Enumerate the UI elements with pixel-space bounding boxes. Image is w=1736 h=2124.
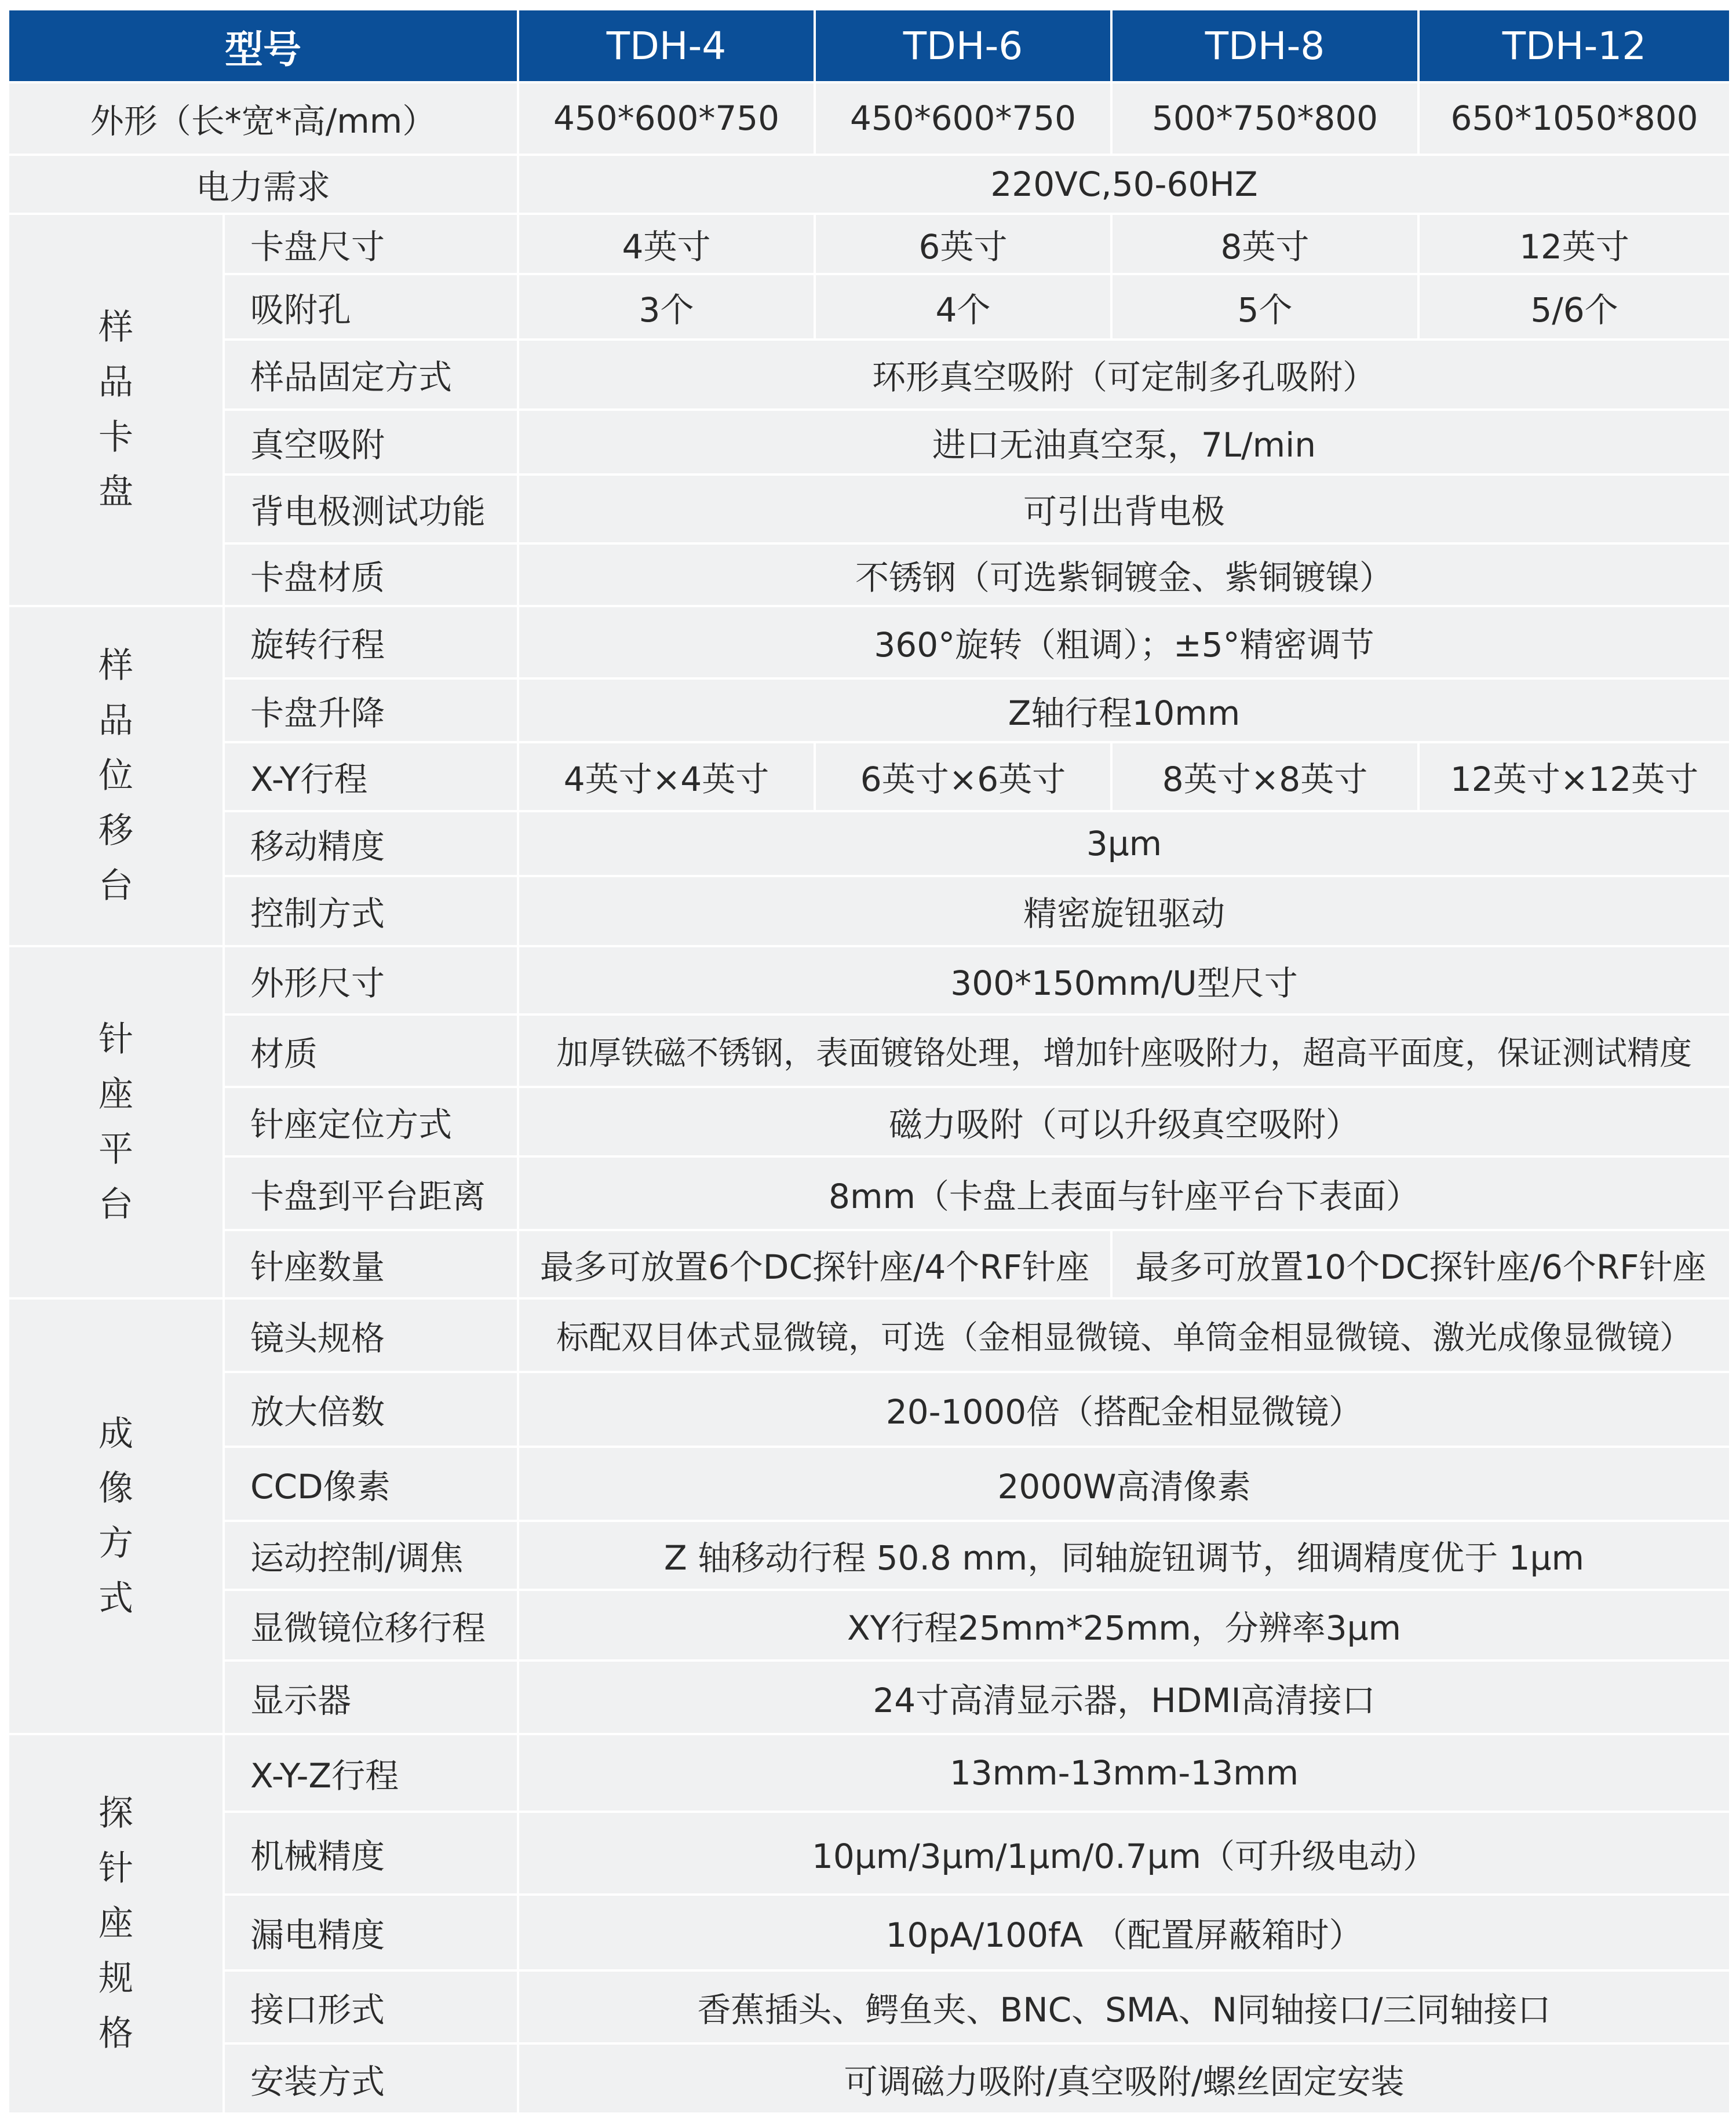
row-label: 材质: [224, 1014, 518, 1087]
row-label: X-Y-Z行程: [224, 1734, 518, 1812]
group-label-text: 样品卡盘: [99, 306, 133, 513]
spec-table: [7, 8, 1731, 2115]
table-row: [8, 1734, 1730, 1812]
cell-value: 6英寸×6英寸: [815, 742, 1111, 811]
row-label: 卡盘材质: [224, 543, 518, 606]
group-label: [8, 1298, 224, 1733]
cell-value: 12英寸: [1418, 214, 1730, 274]
row-label: 外形（长*宽*高/mm）: [8, 82, 518, 155]
cell-value: 5个: [1111, 274, 1418, 340]
cell-value: 10μm/3μm/1μm/0.7μm（可升级电动）: [518, 1812, 1730, 1895]
table-row: [8, 410, 1730, 475]
row-label: 真空吸附: [224, 410, 518, 475]
row-label: X-Y行程: [224, 742, 518, 811]
group-label-text: 成像方式: [99, 1413, 133, 1619]
cell-value: 2000W高清像素: [518, 1447, 1730, 1521]
cell-value: 可引出背电极: [518, 475, 1730, 543]
cell-value: 磁力吸附（可以升级真空吸附）: [518, 1087, 1730, 1157]
row-label: 运动控制/调焦: [224, 1521, 518, 1590]
table-row: [8, 946, 1730, 1015]
group-label: [8, 1734, 224, 2114]
row-label: 控制方式: [224, 876, 518, 946]
cell-value: 最多可放置10个DC探针座/6个RF针座: [1111, 1230, 1730, 1299]
table-row: [8, 543, 1730, 606]
model-column-header: TDH-4: [518, 9, 815, 82]
cell-value: 8mm（卡盘上表面与针座平台下表面）: [518, 1156, 1730, 1230]
table-row: [8, 1812, 1730, 1895]
header-row: [8, 9, 1730, 82]
cell-value: 6英寸: [815, 214, 1111, 274]
cell-value: 加厚铁磁不锈钢，表面镀铬处理，增加针座吸附力，超高平面度，保证测试精度: [518, 1014, 1730, 1087]
cell-value: 13mm-13mm-13mm: [518, 1734, 1730, 1812]
cell-value: 24寸高清显示器，HDMI高清接口: [518, 1660, 1730, 1734]
cell-value: 450*600*750: [518, 82, 815, 155]
table-row: [8, 475, 1730, 543]
cell-value: 220VC,50-60HZ: [518, 155, 1730, 214]
row-label: 吸附孔: [224, 274, 518, 340]
row-label: 针座定位方式: [224, 1087, 518, 1157]
table-row: [8, 1660, 1730, 1734]
cell-value: 500*750*800: [1111, 82, 1418, 155]
cell-value: 进口无油真空泵，7L/min: [518, 410, 1730, 475]
table-row: [8, 1372, 1730, 1447]
cell-value: 650*1050*800: [1418, 82, 1730, 155]
table-row: [8, 1230, 1730, 1299]
model-column-header: TDH-12: [1418, 9, 1730, 82]
group-label-text: 探针座规格: [99, 1793, 133, 2054]
row-label: 镜头规格: [224, 1298, 518, 1372]
row-label: 卡盘到平台距离: [224, 1156, 518, 1230]
table-row: [8, 1590, 1730, 1661]
group-label: [8, 606, 224, 946]
cell-value: 12英寸×12英寸: [1418, 742, 1730, 811]
cell-value: 4英寸: [518, 214, 815, 274]
table-row: [8, 1156, 1730, 1230]
cell-value: 450*600*750: [815, 82, 1111, 155]
row-label: 电力需求: [8, 155, 518, 214]
table-row: [8, 678, 1730, 743]
row-label: 背电极测试功能: [224, 475, 518, 543]
row-label: 漏电精度: [224, 1895, 518, 1970]
table-row: [8, 1895, 1730, 1970]
cell-value: 8英寸: [1111, 214, 1418, 274]
row-label: 卡盘尺寸: [224, 214, 518, 274]
row-label: 针座数量: [224, 1230, 518, 1299]
row-label: 外形尺寸: [224, 946, 518, 1015]
table-row: [8, 876, 1730, 946]
table-row: [8, 742, 1730, 811]
group-label-text: 针座平台: [99, 1019, 133, 1225]
model-column-header: TDH-8: [1111, 9, 1418, 82]
cell-value: 环形真空吸附（可定制多孔吸附）: [518, 340, 1730, 410]
model-column-header: TDH-6: [815, 9, 1111, 82]
cell-value: 最多可放置6个DC探针座/4个RF针座: [518, 1230, 1111, 1299]
table-row: [8, 811, 1730, 877]
row-label: 机械精度: [224, 1812, 518, 1895]
table-row: [8, 274, 1730, 340]
cell-value: 5/6个: [1418, 274, 1730, 340]
table-row: [8, 82, 1730, 155]
cell-value: Z轴行程10mm: [518, 678, 1730, 743]
table-row: [8, 1014, 1730, 1087]
cell-value: 3个: [518, 274, 815, 340]
row-label: 接口形式: [224, 1970, 518, 2044]
cell-value: 标配双目体式显微镜，可选（金相显微镜、单筒金相显微镜、激光成像显微镜）: [518, 1298, 1730, 1372]
table-row: [8, 214, 1730, 274]
row-label: 移动精度: [224, 811, 518, 877]
group-label-text: 样品位移台: [99, 645, 133, 906]
cell-value: 10pA/100fA （配置屏蔽箱时）: [518, 1895, 1730, 1970]
cell-value: 20-1000倍（搭配金相显微镜）: [518, 1372, 1730, 1447]
cell-value: 3μm: [518, 811, 1730, 877]
row-label: 卡盘升降: [224, 678, 518, 743]
row-label: 显微镜位移行程: [224, 1590, 518, 1661]
row-label: 样品固定方式: [224, 340, 518, 410]
cell-value: 精密旋钮驱动: [518, 876, 1730, 946]
cell-value: XY行程25mm*25mm，分辨率3μm: [518, 1590, 1730, 1661]
row-label: 放大倍数: [224, 1372, 518, 1447]
row-label: 安装方式: [224, 2043, 518, 2114]
row-label: 旋转行程: [224, 606, 518, 678]
table-row: [8, 606, 1730, 678]
table-row: [8, 155, 1730, 214]
row-label: 显示器: [224, 1660, 518, 1734]
table-row: [8, 1970, 1730, 2044]
table-row: [8, 1087, 1730, 1157]
table-row: [8, 1298, 1730, 1372]
cell-value: 300*150mm/U型尺寸: [518, 946, 1730, 1015]
cell-value: 360°旋转（粗调）；±5°精密调节: [518, 606, 1730, 678]
cell-value: 4个: [815, 274, 1111, 340]
cell-value: 不锈钢（可选紫铜镀金、紫铜镀镍）: [518, 543, 1730, 606]
table-row: [8, 1521, 1730, 1590]
cell-value: 8英寸×8英寸: [1111, 742, 1418, 811]
table-row: [8, 1447, 1730, 1521]
cell-value: 香蕉插头、鳄鱼夹、BNC、SMA、N同轴接口/三同轴接口: [518, 1970, 1730, 2044]
row-label: CCD像素: [224, 1447, 518, 1521]
model-header: 型号: [8, 9, 518, 82]
table-row: [8, 340, 1730, 410]
cell-value: 可调磁力吸附/真空吸附/螺丝固定安装: [518, 2043, 1730, 2114]
cell-value: Z 轴移动行程 50.8 mm，同轴旋钮调节，细调精度优于 1μm: [518, 1521, 1730, 1590]
group-label: [8, 214, 224, 606]
group-label: [8, 946, 224, 1299]
table-row: [8, 2043, 1730, 2114]
cell-value: 4英寸×4英寸: [518, 742, 815, 811]
